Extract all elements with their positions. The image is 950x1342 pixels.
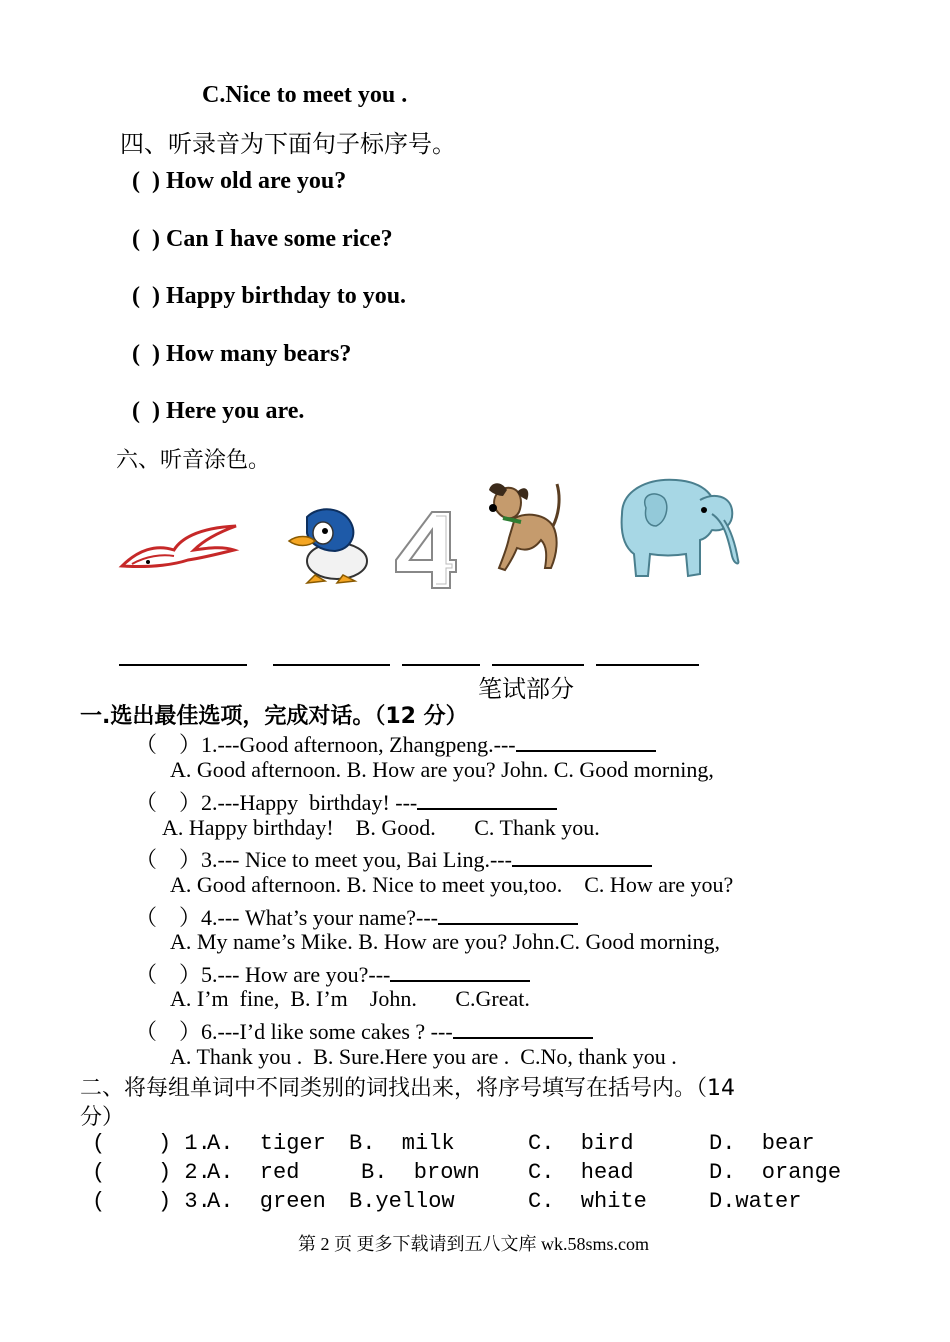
question-text: （ ）4.--- What’s your name?---: [135, 905, 439, 930]
answer-blank[interactable]: [390, 962, 530, 982]
section4-item-1: ( ) How old are you?: [132, 168, 347, 194]
page-footer: 第 2 页 更多下载请到五八文库 wk.58sms.com: [298, 1234, 649, 1254]
answer-blank[interactable]: [516, 732, 656, 752]
section4-item-5: ( ) Here you are.: [132, 398, 305, 424]
part1-title: 一.选出最佳选项，完成对话。（12 分）: [80, 704, 468, 729]
answer-line-2[interactable]: [273, 664, 390, 666]
answer-blank[interactable]: [453, 1019, 593, 1039]
part2-row-3-b: B.yellow: [349, 1189, 455, 1214]
question-text: （ ）2.---Happy birthday! ---: [135, 790, 418, 815]
question-text: （ ）1.---Good afternoon, Zhangpeng.---: [135, 732, 516, 757]
question-text: （ ）5.--- How are you?---: [135, 962, 391, 987]
part2-title-cont: 分）: [80, 1105, 125, 1130]
part2-row-2-num: ( ) 2.: [92, 1160, 211, 1185]
part1-question-5: [135, 958, 530, 989]
number-four-icon: [392, 508, 458, 592]
part1-options-2: A. Happy birthday! B. Good. C. Thank you.: [162, 815, 600, 840]
question-text: （ ）6.---I’d like some cakes ? ---: [135, 1019, 453, 1044]
part1-options-6: A. Thank you . B. Sure.Here you are . C.No, thank you .: [170, 1044, 677, 1069]
previous-option-c: C.Nice to meet you .: [202, 82, 408, 108]
part2-row-1-num: ( ) 1.: [92, 1131, 211, 1156]
answer-blank[interactable]: [438, 905, 578, 925]
question-text: （ ）3.--- Nice to meet you, Bai Ling.---: [135, 847, 512, 872]
answer-line-5[interactable]: [596, 664, 699, 666]
part2-row-1-a: A. tiger: [207, 1131, 326, 1156]
part2-row-3-d: D.water: [709, 1189, 802, 1214]
part2-row-1-d: D. bear: [709, 1131, 815, 1156]
elephant-icon: [608, 474, 743, 584]
answer-line-3[interactable]: [402, 664, 480, 666]
dog-icon: [487, 478, 567, 578]
part2-row-2-c: C. head: [528, 1160, 634, 1185]
part2-row-3-num: ( ) 3.: [92, 1189, 211, 1214]
duck-icon: [285, 505, 375, 585]
part1-question-3: [135, 843, 652, 874]
part1-question-6: [135, 1015, 593, 1046]
part1-question-1: [135, 728, 656, 759]
bird-icon: [118, 520, 240, 570]
section4-title: 四、听录音为下面句子标序号。: [120, 130, 456, 158]
part2-row-2-d: D. orange: [709, 1160, 842, 1185]
part1-question-2: [135, 786, 557, 817]
answer-blank[interactable]: [512, 847, 652, 867]
section4-item-2: ( ) Can I have some rice?: [132, 226, 393, 252]
part2-row-1-c: C. bird: [528, 1131, 634, 1156]
part2-row-2-b: B. brown: [361, 1160, 480, 1185]
part2-row-2-a: A. red: [207, 1160, 300, 1185]
section4-item-4: ( ) How many bears?: [132, 341, 352, 367]
part1-options-1: A. Good afternoon. B. How are you? John. C. Good morning,: [170, 757, 714, 782]
section6-title: 六、听音涂色。: [116, 448, 271, 473]
part2-row-1-b: B. milk: [349, 1131, 455, 1156]
part2-title: 二、将每组单词中不同类别的词找出来，将序号填写在括号内。（14: [80, 1076, 735, 1101]
part1-options-4: A. My name’s Mike. B. How are you? John.C. Good morning,: [170, 929, 720, 954]
answer-line-1[interactable]: [119, 664, 247, 666]
part2-row-3-c: C. white: [528, 1189, 647, 1214]
part2-row-3-a: A. green: [207, 1189, 326, 1214]
answer-line-4[interactable]: [492, 664, 584, 666]
part1-options-3: A. Good afternoon. B. Nice to meet you,too. C. How are you?: [170, 872, 734, 897]
part1-question-4: [135, 901, 578, 932]
written-heading: 笔试部分: [478, 675, 574, 703]
section4-item-3: ( ) Happy birthday to you.: [132, 283, 407, 309]
part1-options-5: A. I’m fine, B. I’m John. C.Great.: [170, 986, 530, 1011]
answer-blank[interactable]: [417, 790, 557, 810]
